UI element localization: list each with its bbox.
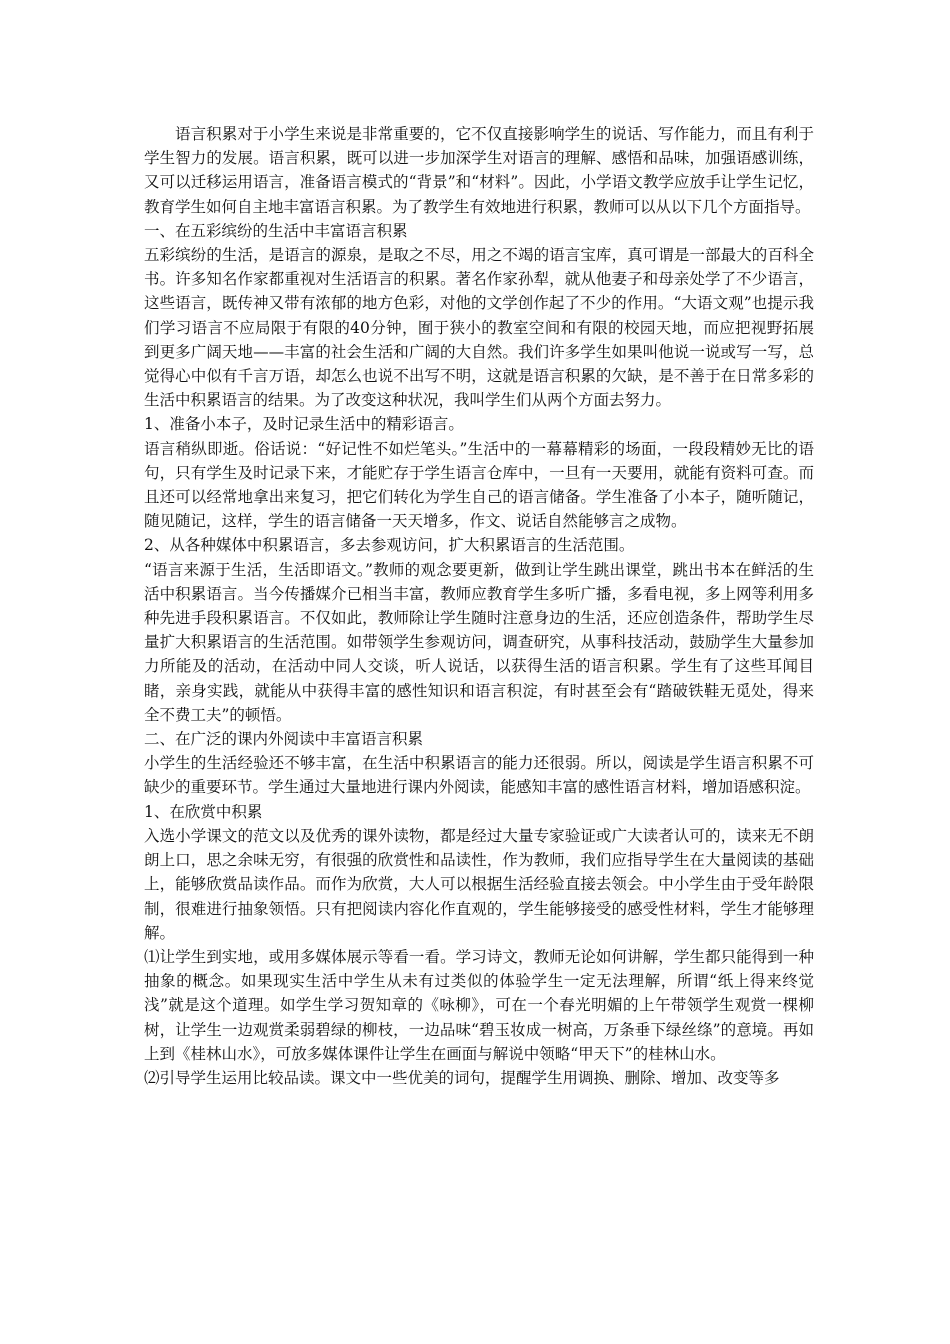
section-heading-2: 二、在广泛的课内外阅读中丰富语言积累 xyxy=(144,730,424,749)
section-heading-1: 一、在五彩缤纷的生活中丰富语言积累 xyxy=(144,221,408,240)
subheading-1-1: 1、准备小本子，及时记录生活中的精彩语言。 xyxy=(144,415,464,434)
body-paragraph: “语言来源于生活，生活即语文。”教师的观念要更新，做到让学生跳出课堂，跳出书本在鲜活的生活中积累语言。当今传播媒介已相当丰富，教师应教育学生多听广播，多看电视，多上网等利用多种先进手段积累语言。不仅如此，教师除让学生随时注意身边的生活，还应创造条件，帮助学生尽量扩大积累语言的生活范围。如带领学生参观访问，调查研究，从事科技活动，鼓励学生大量参加力所能及的活动，在活动中同人交谈，听人说话，以获得生活的语言积累。学生有了这些耳闻目睹，亲身实践，就能从中获得丰富的感性知识和语言积淀，有时甚至会有“踏破铁鞋无觅处，得来全不费工夫”的顿悟。 xyxy=(144,560,814,724)
list-item-paragraph: ⑵引导学生运用比较品读。课文中一些优美的词句，提醒学生用调换、删除、增加、改变等多 xyxy=(144,1068,780,1087)
intro-paragraph: 语言积累对于小学生来说是非常重要的，它不仅直接影响学生的说话、写作能力，而且有利于学生智力的发展。语言积累，既可以进一步加深学生对语言的理解、感悟和品味，加强语感训练，又可以迁移运用语言，准备语言模式的“背景”和“材料”。因此，小学语文教学应放手让学生记忆，教育学生如何自主地丰富语言积累。为了教学生有效地进行积累，教师可以从以下几个方面指导。 xyxy=(144,125,814,216)
list-item-paragraph: ⑴让学生到实地，或用多媒体展示等看一看。学习诗文，教师无论如何讲解，学生都只能得到一种抽象的概念。如果现实生活中学生从未有过类似的体验学生一定无法理解，所谓“纸上得来终觉浅”就是这个道理。如学生学习贺知章的《咏柳》，可在一个春光明媚的上午带领学生观赏一棵柳树，让学生一边观赏柔弱碧绿的柳枝，一边品味“碧玉妆成一树高，万条垂下绿丝绦”的意境。再如上到《桂林山水》，可放多媒体课件让学生在画面与解说中领略“甲天下”的桂林山水。 xyxy=(144,947,814,1063)
subheading-2-1: 1、在欣赏中积累 xyxy=(144,802,263,821)
document-page xyxy=(144,122,814,1090)
body-paragraph: 入选小学课文的范文以及优秀的课外读物，都是经过大量专家验证或广大读者认可的，读来无不朗朗上口，思之余味无穷，有很强的欣赏性和品读性，作为教师，我们应指导学生在大量阅读的基础上，能够欣赏品读作品。而作为欣赏，大人可以根据生活经验直接去领会。中小学生由于受年龄限制，很难进行抽象领悟。只有把阅读内容化作直观的，学生能够接受的感受性材料，学生才能够理解。 xyxy=(144,826,814,942)
body-paragraph: 语言稍纵即逝。俗话说：“好记性不如烂笔头。”生活中的一幕幕精彩的场面，一段段精妙无比的语句，只有学生及时记录下来，才能贮存于学生语言仓库中，一旦有一天要用，就能有资料可查。而且还可以经常地拿出来复习，把它们转化为学生自己的语言储备。学生准备了小本子，随听随记，随见随记，这样，学生的语言储备一天天增多，作文、说话自然能够言之成物。 xyxy=(144,439,814,531)
body-paragraph: 五彩缤纷的生活，是语言的源泉，是取之不尽，用之不竭的语言宝库，真可谓是一部最大的百科全书。许多知名作家都重视对生活语言的积累。著名作家孙犁，就从他妻子和母亲处学了不少语言，这些语言，既传神又带有浓郁的地方色彩，对他的文学创作起了不少的作用。“大语文观”也提示我们学习语言不应局限于有限的40分钟，囿于狭小的教室空间和有限的校园天地，而应把视野拓展到更多广阔天地——丰富的社会生活和广阔的大自然。我们许多学生如果叫他说一说或写一写，总觉得心中似有千言万语，却怎么也说不出写不明，这就是语言积累的欠缺，是不善于在日常多彩的生活中积累语言的结果。为了改变这种状况，我叫学生们从两个方面去努力。 xyxy=(144,246,814,410)
subheading-1-2: 2、从各种媒体中积累语言，多去参观访问，扩大积累语言的生活范围。 xyxy=(144,536,635,555)
body-paragraph: 小学生的生活经验还不够丰富，在生活中积累语言的能力还很弱。所以，阅读是学生语言积累不可缺少的重要环节。学生通过大量地进行课内外阅读，能感知丰富的感性语言材料，增加语感积淀。 xyxy=(144,754,814,797)
